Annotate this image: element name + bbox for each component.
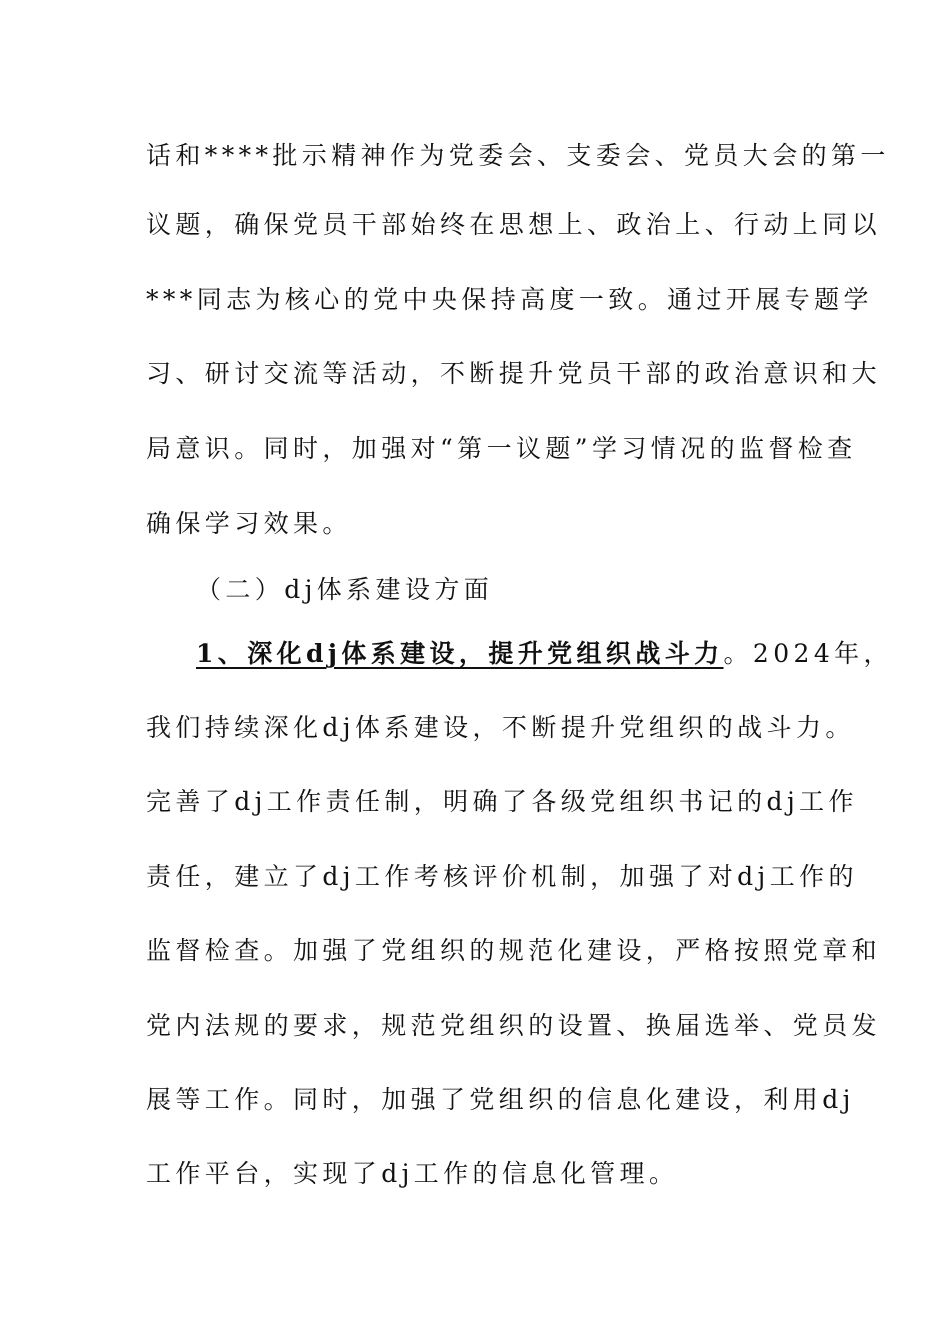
section-heading: （二）dj体系建设方面 xyxy=(196,575,494,604)
paragraph-line: 完善了dj工作责任制，明确了各级党组织书记的dj工作 xyxy=(146,787,858,816)
paragraph-line: 工作平台，实现了dj工作的信息化管理。 xyxy=(146,1159,679,1188)
paragraph-line: 党内法规的要求，规范党组织的设置、换届选举、党员发 xyxy=(146,1011,882,1040)
paragraph-line: 责任，建立了dj工作考核评价机制，加强了对dj工作的 xyxy=(146,862,858,891)
subheading-line xyxy=(196,634,893,674)
paragraph-line: ***同志为核心的党中央保持高度一致。通过开展专题学 xyxy=(146,285,873,314)
paragraph-line: 话和****批示精神作为党委会、支委会、党员大会的第一 xyxy=(146,141,890,170)
paragraph-line: 议题，确保党员干部始终在思想上、政治上、行动上同以 xyxy=(146,210,882,239)
paragraph-line: 我们持续深化dj体系建设，不断提升党组织的战斗力。 xyxy=(146,713,855,742)
paragraph-line: 展等工作。同时，加强了党组织的信息化建设，利用dj xyxy=(146,1085,855,1114)
subheading-rest: 。2024年， xyxy=(723,639,893,668)
paragraph-line: 确保学习效果。 xyxy=(146,509,352,538)
paragraph-line: 监督检查。加强了党组织的规范化建设，严格按照党章和 xyxy=(146,936,882,965)
paragraph-line: 习、研讨交流等活动，不断提升党员干部的政治意识和大 xyxy=(146,359,882,388)
paragraph-line: 局意识。同时，加强对“第一议题”学习情况的监督检查 xyxy=(146,434,857,463)
subheading-title: 1、深化dj体系建设，提升党组织战斗力 xyxy=(196,639,724,668)
